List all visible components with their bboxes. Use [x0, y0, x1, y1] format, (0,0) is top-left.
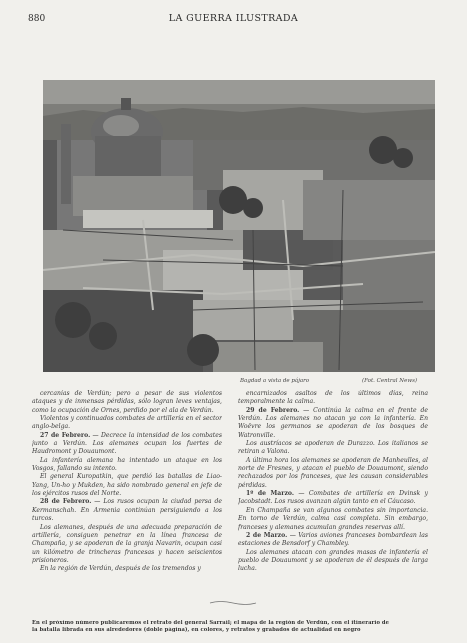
paragraph-text: Los alemanes, después de una adecuada preparación de artillería, consiguen penetrar en la línea francesa de Champaña, y se apoderan de la granja Navarin, ocupan casi un kilómetro de trincheras francesas y hacen seiscientos prisioneros.	[32, 523, 222, 564]
article-paragraph	[32, 498, 222, 523]
entry-date: 29 de Febrero.	[246, 406, 300, 414]
paragraph-text: — Los rusos ocupan la ciudad persa de Kermanschah. En Armenia continúan persiguiendo a los turcos.	[32, 498, 222, 523]
paragraph-text: A última hora los alemanes se apoderan de Manheulles, al norte de Fresnes, y atacan el pueblo de Douaumont, siendo rechazados por los franceses, que les causan considerables pérdidas.	[238, 456, 428, 489]
article-paragraph	[32, 457, 222, 474]
page-number: 880	[28, 14, 46, 24]
photo-caption: Bagdad a vista de pájaro	[240, 378, 310, 384]
article-paragraph	[32, 415, 222, 432]
article-paragraph	[32, 390, 222, 415]
entry-date: 27 de Febrero.	[40, 431, 91, 439]
entry-date: 2 de Marzo.	[246, 531, 288, 539]
paragraph-text: — Varios aviones franceses bombardean las estaciones de Bensdorf y Chambley.	[238, 531, 428, 548]
paragraph-text: El general Kuropatkin, que perdió las batallas de Liao-Yang, Un-ho y Mukden, ha sido nombrado general en jefe de los ejércitos rusos del Norte.	[32, 473, 222, 498]
footer-line: la batalla librada en sus alrededores (doble página), en colores, y retratos y grabados de actualidad en negro	[32, 626, 361, 633]
footer-announcement	[32, 620, 437, 634]
article-paragraph	[238, 390, 428, 407]
article-paragraph	[32, 473, 222, 498]
page-header	[0, 0, 467, 26]
article-paragraph	[238, 532, 428, 549]
article-paragraph	[238, 490, 428, 507]
article-column-right	[238, 390, 428, 605]
paragraph-text: Violentos y continuados combates de artillería en el sector anglo-belga.	[32, 415, 222, 431]
paragraph-text: encarnizados asaltos de los últimos días, reina temporalmente la calma.	[238, 390, 428, 406]
paragraph-text: — Combates de artillería en Dvinsk y Jacobstadt. Los rusos avanzan algún tanto en el Cáucaso.	[238, 490, 428, 506]
paragraph-text: En Champaña se van algunos combates sin importancia. En torno de Verdún, calma casi completa. Sin embargo, franceses y alemanes acumulan grandes reservas allí.	[238, 506, 428, 531]
article-paragraph	[32, 524, 222, 566]
article-body	[32, 390, 432, 605]
article-paragraph	[238, 440, 428, 457]
entry-date: 28 de Febrero.	[40, 498, 92, 506]
photo-credit: (Fot. Central News)	[362, 378, 418, 384]
paragraph-text: — Decrece la intensidad de los combates junto a Verdún. Los alemanes ocupan los fuertes de Haudromont y Douaumont.	[32, 431, 222, 456]
article-paragraph	[238, 549, 428, 574]
article-paragraph	[238, 507, 428, 532]
paragraph-text: La infantería alemana ha intentado un ataque en los Vosgos, fallando su intento.	[32, 456, 222, 473]
paragraph-text: Los austríacos se apoderan de Durazzo. Los italianos se retiran a Valona.	[238, 440, 428, 456]
baghdad-aerial-photo	[43, 80, 435, 372]
article-column-left	[32, 390, 222, 605]
paragraph-text: — Continúa la calma en el frente de Verdún. Los alemanes no atacan ya con la infantería. En Woëvre los germanos se apoderan de los bosques de Watronville.	[238, 406, 428, 439]
magazine-title: LA GUERRA ILUSTRADA	[168, 13, 299, 24]
paragraph-text: cercanías de Verdún; pero a pesar de sus violentos ataques y de inmensas pérdidas, sólo logran leves ventajas, como la ocupación de Ornes, perdido por el ala de Verdún.	[32, 390, 222, 414]
article-paragraph	[32, 432, 222, 457]
article-paragraph	[238, 457, 428, 490]
paragraph-text: En la región de Verdún, después de los tremendos y	[40, 565, 201, 573]
article-paragraph	[238, 407, 428, 440]
footer-line: En el próximo número publicaremos el retrato del general Sarrail; el mapa de la región de Verdún, con el itinerario de	[32, 620, 390, 626]
paragraph-text: Los alemanes atacan con grandes masas de infantería el pueblo de Douaumont y se apoderan de él después de larga lucha.	[238, 548, 428, 573]
decorative-divider	[208, 600, 258, 606]
article-paragraph	[32, 565, 222, 573]
entry-date: 1º de Marzo.	[246, 490, 294, 498]
